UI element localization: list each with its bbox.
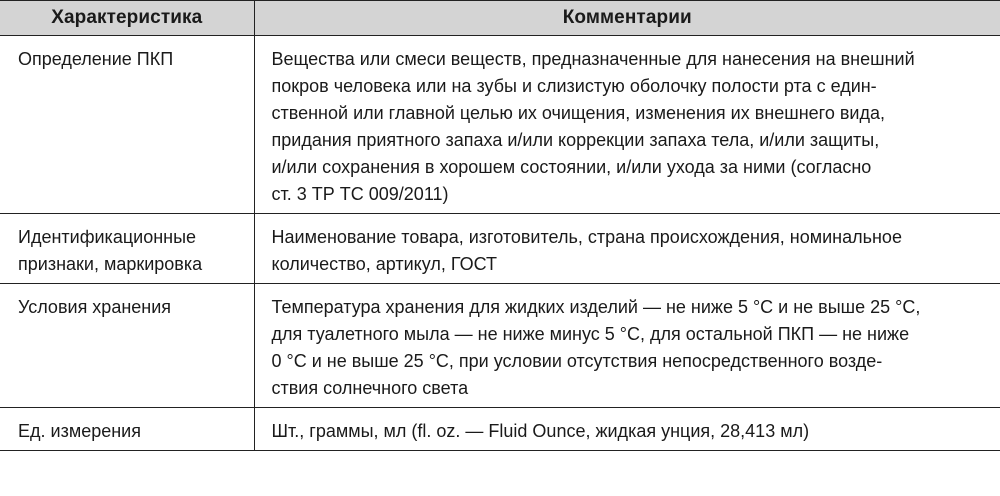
table-row-definition (0, 36, 1000, 214)
table-row-units (0, 408, 1000, 451)
row-comment-line: ственной или главной целью их очищения, изменения их внешнего вида, (271, 103, 885, 123)
row-label-line: Условия хранения (18, 297, 172, 317)
table-row-storage (0, 284, 1000, 408)
row-comment (254, 284, 1000, 408)
row-comment (254, 36, 1000, 214)
row-comment-line: количество, артикул, ГОСТ (271, 254, 498, 274)
row-comment-line: придания приятного запаха и/или коррекции запаха тела, и/или защиты, (271, 130, 880, 150)
row-label (0, 408, 254, 451)
row-comment (254, 408, 1000, 451)
row-label-line: Ед. измерения (18, 421, 141, 441)
row-label (0, 214, 254, 284)
row-label (0, 284, 254, 408)
row-comment-line: Температура хранения для жидких изделий — не ниже 5 °С и не выше 25 °С, (271, 297, 921, 317)
header-characteristic: Характеристика (0, 1, 254, 36)
header-comments: Комментарии (254, 1, 1000, 36)
row-comment-line: 0 °С и не выше 25 °С, при условии отсутствия непосредственного возде- (271, 351, 883, 371)
row-comment-line: покров человека или на зубы и слизистую оболочку полости рта с един- (271, 76, 877, 96)
row-comment-line: ствия солнечного света (271, 378, 469, 398)
row-comment-line: Шт., граммы, мл (fl. oz. — Fluid Ounce, жидкая унция, 28,413 мл) (271, 421, 810, 441)
row-label (0, 36, 254, 214)
table-row-identification (0, 214, 1000, 284)
row-comment-line: и/или сохранения в хорошем состоянии, и/или ухода за ними (согласно (271, 157, 872, 177)
row-comment-line: ст. 3 ТР ТС 009/2011) (271, 184, 449, 204)
row-label-line: Идентификационные (18, 227, 197, 247)
row-comment-line: для туалетного мыла — не ниже минус 5 °С, для остальной ПКП — не ниже (271, 324, 910, 344)
row-comment-line: Вещества или смеси веществ, предназначенные для нанесения на внешний (271, 49, 915, 69)
row-comment (254, 214, 1000, 284)
row-label-line: признаки, маркировка (18, 254, 203, 274)
row-label-line: Определение ПКП (18, 49, 174, 69)
row-comment-line: Наименование товара, изготовитель, страна происхождения, номинальное (271, 227, 902, 247)
table-header-row (0, 1, 1000, 36)
